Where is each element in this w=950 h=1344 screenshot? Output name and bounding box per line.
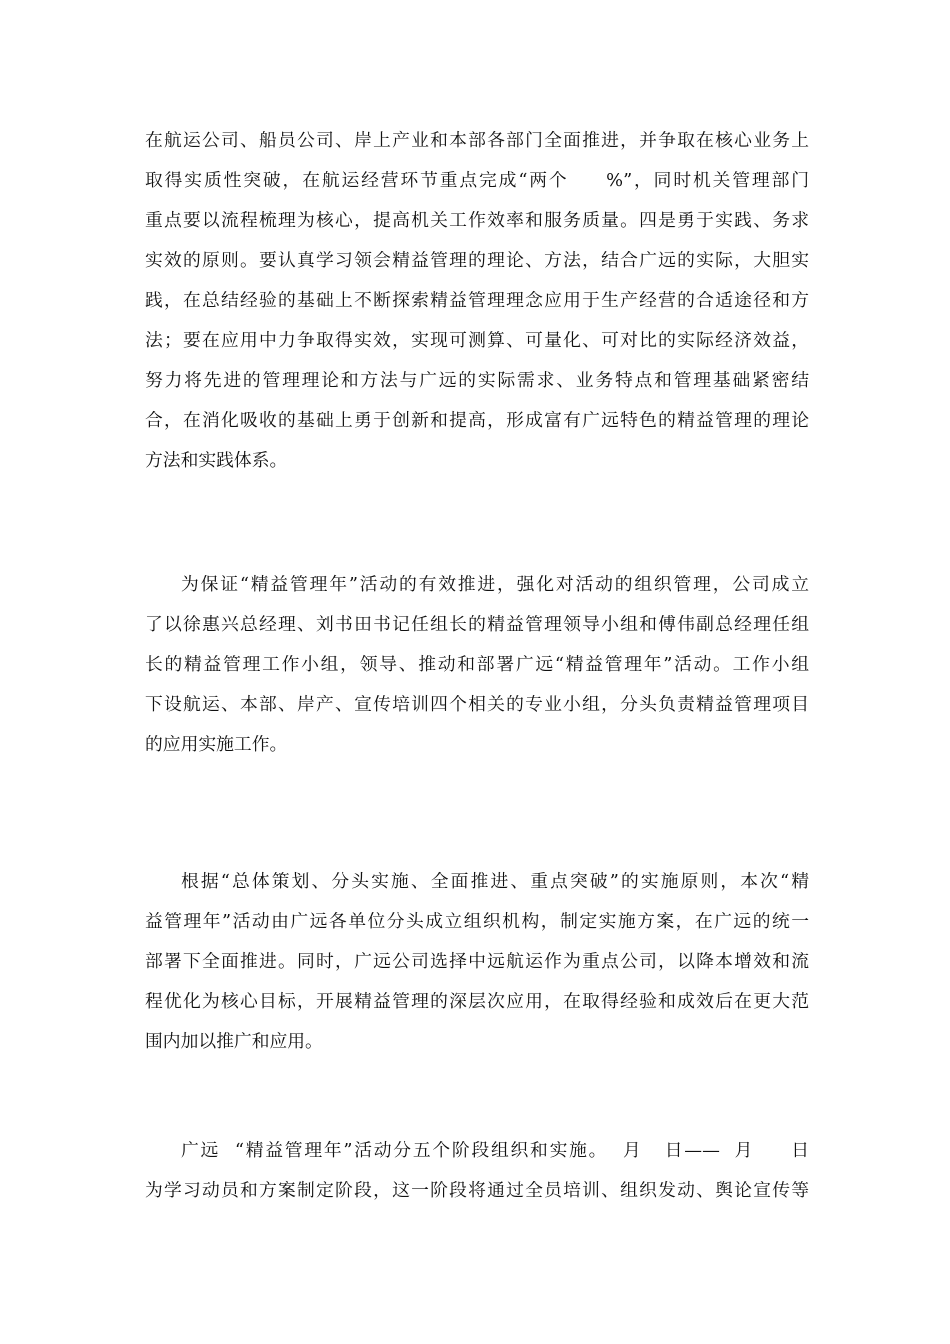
text-line: 益管理年”活动由广远各单位分头成立组织机构，制定实施方案，在广远的统一: [145, 911, 809, 932]
text-line: 践，在总结经验的基础上不断探索精益管理理念应用于生产经营的合适途径和方: [145, 290, 809, 311]
paragraph-3: [145, 862, 809, 1062]
text-line: 根据“总体策划、分头实施、全面推进、重点突破”的实施原则，本次“精: [181, 871, 809, 892]
paragraph-1: [145, 121, 809, 481]
text-line: 下设航运、本部、岸产、宣传培训四个相关的专业小组，分头负责精益管理项目: [145, 694, 809, 715]
text-line: 法；要在应用中力争取得实效，实现可测算、可量化、可对比的实际经济效益，: [145, 330, 809, 351]
text-line: 实效的原则。要认真学习领会精益管理的理论、方法，结合广远的实际，大胆实: [145, 250, 809, 271]
text-line: 方法和实践体系。: [145, 450, 288, 471]
text-line: 程优化为核心目标，开展精益管理的深层次应用，在取得经验和成效后在更大范: [145, 991, 809, 1012]
text-line: 长的精益管理工作小组，领导、推动和部署广远“精益管理年”活动。工作小组: [145, 654, 809, 675]
text-line: 在航运公司、船员公司、岸上产业和本部各部门全面推进，并争取在核心业务上: [145, 130, 809, 151]
text-line: 部署下全面推进。同时，广远公司选择中远航运作为重点公司，以降本增效和流: [145, 951, 809, 972]
text-line: 为保证“精益管理年”活动的有效推进，强化对活动的组织管理，公司成立: [181, 574, 809, 595]
text-line: 重点要以流程梳理为核心，提高机关工作效率和服务质量。四是勇于实践、务求: [145, 210, 809, 231]
text-line: 围内加以推广和应用。: [145, 1031, 323, 1052]
text-line: 为学习动员和方案制定阶段，这一阶段将通过全员培训、组织发动、舆论宣传等: [145, 1180, 809, 1201]
text-line: 的应用实施工作。: [145, 734, 288, 755]
text-line: 广远 “精益管理年”活动分五个阶段组织和实施。 月 日—— 月 日: [181, 1140, 809, 1161]
text-line: 合，在消化吸收的基础上勇于创新和提高，形成富有广远特色的精益管理的理论: [145, 410, 809, 431]
text-line: 了以徐惠兴总经理、刘书田书记任组长的精益管理领导小组和傅伟副总经理任组: [145, 614, 809, 635]
text-line: 努力将先进的管理理论和方法与广远的实际需求、业务特点和管理基础紧密结: [145, 370, 809, 391]
paragraph-2: [145, 565, 809, 765]
text-line: 取得实质性突破，在航运经营环节重点完成“两个 %”，同时机关管理部门: [145, 170, 809, 191]
paragraph-4: [145, 1131, 809, 1211]
